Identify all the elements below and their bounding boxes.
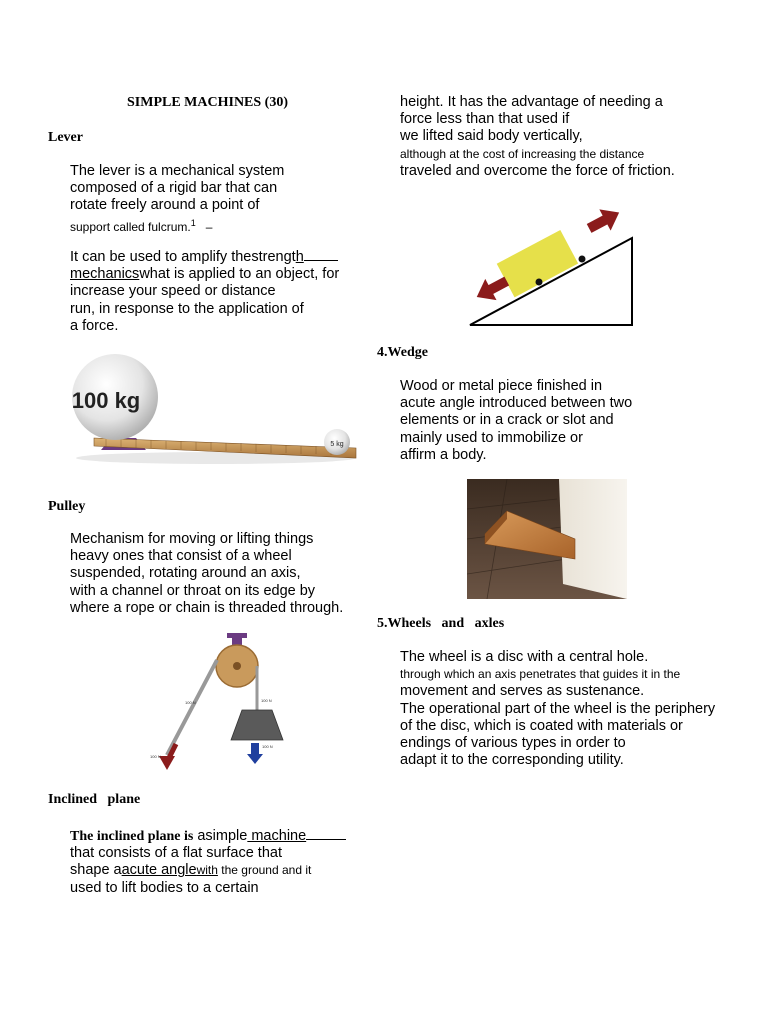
text-line: where a rope or chain is threaded through.	[70, 599, 344, 616]
inclined-plane-paragraph	[70, 825, 346, 897]
inclined-plane-illustration	[465, 205, 645, 330]
text-line: elements or in a crack or slot and	[400, 412, 614, 429]
lever-paragraph-2	[70, 246, 339, 335]
text-line: with a channel or throat on its edge by	[70, 582, 316, 599]
underlined-text: acute angle	[121, 862, 197, 879]
text-line: Wood or metal piece finished in	[400, 378, 603, 394]
text-line: The lever is a mechanical system	[70, 163, 285, 179]
pulley-illustration	[145, 630, 295, 780]
wheels-axles-paragraph	[400, 649, 715, 769]
text-line: used to lift bodies to a certain	[70, 879, 259, 896]
underlined-text: machine	[247, 828, 307, 844]
dash: –	[205, 219, 213, 234]
underline-blank	[306, 825, 346, 840]
text-line: affirm a body.	[400, 446, 487, 463]
text-span: shape a	[70, 862, 122, 879]
text-line: we lifted said body vertically,	[400, 128, 583, 145]
underlined-text: mechanics	[70, 266, 140, 283]
force-label: 100 N	[262, 744, 273, 749]
page-title: SIMPLE MACHINES (30)	[127, 95, 289, 110]
down-arrow-blue-icon	[247, 754, 263, 764]
text-line: of the disc, which is coated with materials or	[400, 717, 683, 734]
text-span: what is applied to an object, for	[139, 266, 340, 283]
wedge-paragraph	[400, 378, 632, 464]
wheel	[579, 256, 586, 263]
text-span: the ground and it	[217, 863, 312, 878]
inclined-plane-heading: Inclined plane	[48, 792, 141, 807]
text-line: run, in response to the application of	[70, 300, 304, 317]
bold-text: The inclined plane is	[70, 829, 194, 844]
text-line: force less than that used if	[400, 111, 570, 128]
text-line	[70, 862, 346, 879]
text-line: The wheel is a disc with a central hole.	[400, 649, 649, 665]
text-span: It can be used to amplify thestrengt	[70, 249, 296, 265]
wheels-axles-heading: 5.Wheels and axles	[377, 616, 505, 631]
pulley-axle	[233, 662, 241, 670]
pulley-paragraph	[70, 531, 343, 617]
text-line: height. It has the advantage of needing a	[400, 94, 663, 110]
down-arrow-red-icon	[159, 756, 175, 770]
text-line	[70, 266, 339, 283]
wheel	[536, 279, 543, 286]
weight-block	[231, 710, 283, 740]
lever-heading: Lever	[48, 130, 83, 145]
text-line: increase your speed or distance	[70, 283, 276, 300]
underline-blank	[304, 246, 338, 261]
text-line: suspended, rotating around an axis,	[70, 565, 301, 582]
force-label: 100 N	[150, 754, 161, 759]
text-line: movement and serves as sustenance.	[400, 683, 645, 700]
text-line: although at the cost of increasing the distance	[400, 146, 645, 161]
text-line: traveled and overcome the force of friction.	[400, 162, 675, 179]
text-line: composed of a rigid bar that can	[70, 180, 278, 197]
text-span: a	[197, 828, 206, 844]
footnote-ref[interactable]: 1	[190, 217, 196, 228]
big-weight-label: 100 kg	[71, 388, 141, 413]
lever-illustration	[66, 350, 366, 470]
text-span: simple	[205, 828, 248, 844]
small-weight-label: 5 kg	[330, 441, 344, 448]
text-line	[70, 215, 284, 236]
text-line: mainly used to immobilize or	[400, 429, 583, 446]
text-line: a force.	[70, 317, 119, 334]
wedge-photo	[467, 479, 627, 599]
text-line	[70, 825, 346, 845]
fulcrum-text: support called fulcrum.	[70, 219, 191, 234]
text-line: through which an axis penetrates that guides it in the	[400, 667, 681, 682]
pulley-mount-plate	[227, 633, 247, 638]
lever-paragraph-1	[70, 163, 284, 236]
pulley-heading: Pulley	[48, 499, 86, 514]
rope-pulling	[167, 660, 217, 755]
text-line: heavy ones that consist of a wheel	[70, 548, 292, 565]
blue-arrow-shaft	[251, 743, 259, 755]
text-line: endings of various types in order to	[400, 735, 626, 752]
text-line	[70, 246, 339, 266]
text-line: Mechanism for moving or lifting things	[70, 531, 314, 547]
force-label: 100 N	[261, 698, 272, 703]
text-line: The operational part of the wheel is the periphery	[400, 700, 716, 717]
text-line: that consists of a flat surface that	[70, 845, 282, 862]
underlined-text: h	[295, 249, 304, 265]
inclined-plane-continuation	[400, 94, 675, 180]
wedge-heading: 4.Wedge	[377, 345, 428, 360]
text-line: adapt it to the corresponding utility.	[400, 752, 624, 769]
text-line: acute angle introduced between two	[400, 395, 633, 412]
force-label: 100 N	[185, 700, 196, 705]
text-line: rotate freely around a point of	[70, 197, 260, 214]
underlined-text: with	[196, 863, 218, 878]
